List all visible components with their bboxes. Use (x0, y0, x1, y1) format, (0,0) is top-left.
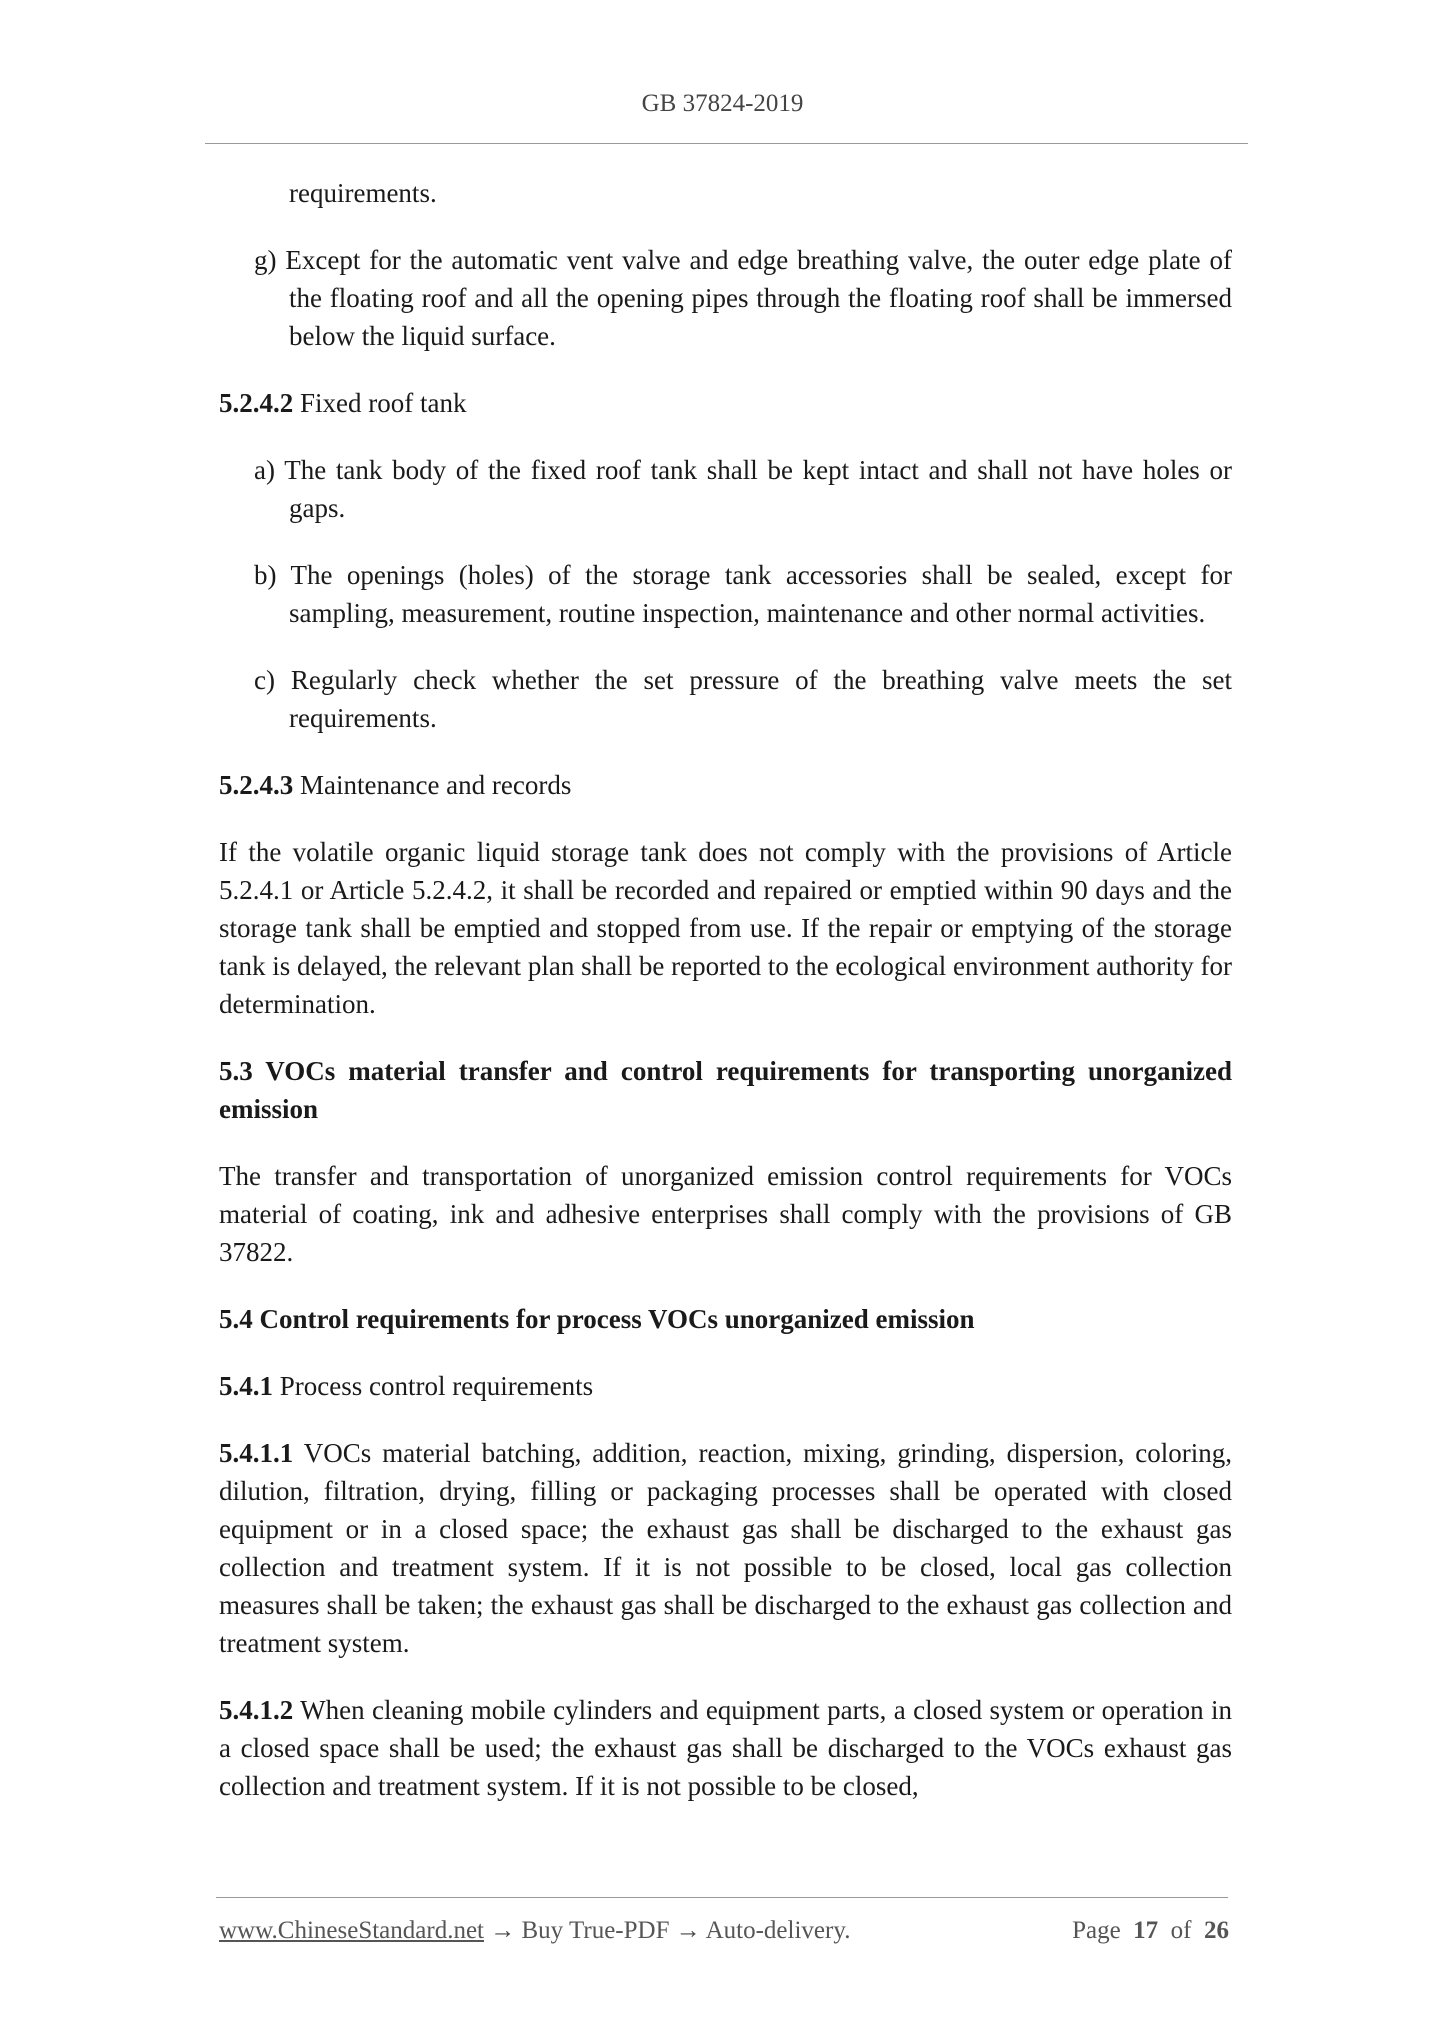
section-number: 5.2.4.2 (219, 388, 294, 418)
header-divider (205, 143, 1248, 144)
paragraph-continuation: requirements. (289, 178, 437, 208)
paragraph-5-3: The transfer and transportation of unorganized emission control requirements for VOCs material of coating, ink and adhesive enterprises shall comply with the provisions of GB 37822. (219, 1161, 1232, 1267)
page-label: Page (1072, 1917, 1121, 1944)
paragraph-5-4-1-1 (219, 1434, 1232, 1662)
section-heading-5-4-1 (219, 1367, 1232, 1405)
paragraph-text: VOCs material batching, addition, reaction, mixing, grinding, dispersion, coloring, dilution, filtration, drying, filling or packaging processes shall be operated with closed equipment or in a closed space; the exhaust gas shall be discharged to the exhaust gas collection and treatment system. If it is not possible to be closed, local gas collection measures shall be taken; the exhaust gas shall be discharged to the exhaust gas collection and treatment system. (219, 1438, 1233, 1658)
website-link[interactable]: www.ChineseStandard.net (219, 1917, 484, 1944)
list-text: The tank body of the fixed roof tank shall be kept intact and shall not have holes or gaps. (284, 455, 1233, 523)
list-label: b) (254, 560, 277, 590)
arrow-right-icon: → (675, 1917, 701, 1944)
section-number: 5.4.1.2 (219, 1695, 294, 1725)
page-header-title: GB 37824-2019 (641, 90, 804, 117)
section-title: Maintenance and records (300, 770, 572, 800)
page-indicator (1072, 1917, 1229, 1945)
paragraph-5-4-1-2 (219, 1691, 1232, 1805)
list-text: The openings (holes) of the storage tank accessories shall be sealed, except for sampling, measurement, routine inspection, maintenance and other normal activities. (289, 560, 1233, 628)
section-heading-5-2-4-2 (219, 384, 1232, 422)
list-text: Regularly check whether the set pressure of the breathing valve meets the set requirements. (289, 665, 1232, 733)
auto-delivery-text: Auto-delivery. (705, 1917, 851, 1944)
footer-divider (216, 1897, 1228, 1898)
section-title: Fixed roof tank (300, 388, 467, 418)
section-number: 5.4.1 (219, 1371, 273, 1401)
list-label: a) (254, 455, 275, 485)
section-heading-5-2-4-3 (219, 766, 1232, 804)
page-content (219, 174, 1232, 1805)
list-label: g) (254, 245, 277, 275)
footer-promo (219, 1917, 850, 1945)
page-current: 17 (1133, 1917, 1159, 1944)
heading-text: 5.4 Control requirements for process VOCs unorganized emission (219, 1304, 975, 1334)
section-title: Process control requirements (279, 1371, 594, 1401)
list-label: c) (254, 665, 275, 695)
of-label: of (1170, 1917, 1192, 1944)
list-item-g (219, 241, 1232, 355)
list-item-b (219, 556, 1232, 632)
section-number: 5.2.4.3 (219, 770, 294, 800)
buy-pdf-text: Buy True-PDF (521, 1917, 670, 1944)
list-item-c (219, 661, 1232, 737)
list-text: Except for the automatic vent valve and edge breathing valve, the outer edge plate of the floating roof and all the opening pipes through the floating roof shall be immersed below the liquid surface. (285, 245, 1232, 351)
page-total: 26 (1204, 1917, 1229, 1944)
heading-text: 5.3 VOCs material transfer and control requirements for transporting unorganized emission (219, 1056, 1232, 1124)
paragraph-5-2-4-3: If the volatile organic liquid storage tank does not comply with the provisions of Article 5.2.4.1 or Article 5.2.4.2, it shall be recorded and repaired or emptied within 90 days and the storage tank shall be emptied and stopped from use. If the repair or emptying of the storage tank is delayed, the relevant plan shall be reported to the ecological environment authority for determination. (219, 837, 1232, 1019)
section-heading-5-3 (219, 1052, 1232, 1128)
section-number: 5.4.1.1 (219, 1438, 294, 1468)
paragraph-text: When cleaning mobile cylinders and equipment parts, a closed system or operation in a closed space shall be used; the exhaust gas shall be discharged to the VOCs exhaust gas collection and treatment system. If it is not possible to be closed, (219, 1695, 1232, 1801)
list-item-a (219, 451, 1232, 527)
section-heading-5-4 (219, 1300, 1232, 1338)
arrow-right-icon: → (490, 1917, 516, 1944)
